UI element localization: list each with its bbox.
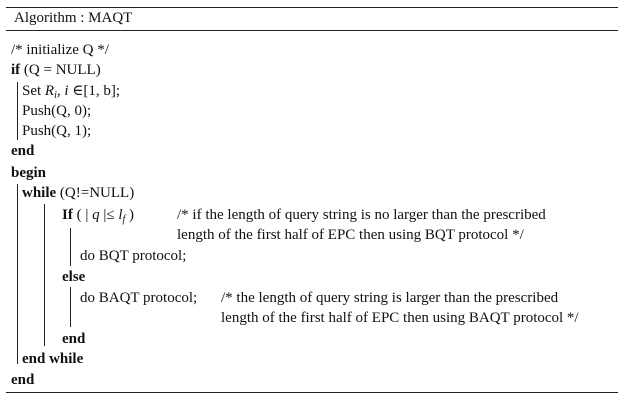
- top-rule: [6, 7, 618, 8]
- while-block-bar: [44, 204, 45, 346]
- end-while-line: end while: [22, 351, 84, 367]
- comment2-line-a: /* the length of query string is larger than the prescribed: [221, 290, 559, 306]
- set-prefix: Set: [22, 83, 45, 99]
- algorithm-title: Algorithm : MAQT: [14, 10, 133, 26]
- init-comment: /* initialize Q */: [11, 42, 109, 58]
- set-range: ∈[1, b];: [68, 83, 121, 99]
- while-condition: (Q!=NULL): [59, 185, 135, 201]
- push1-line: Push(Q, 1);: [22, 123, 92, 139]
- if2-keyword: If: [62, 207, 73, 223]
- comment2-line-b: length of the first half of EPC then using BAQT protocol */: [221, 310, 579, 326]
- if-line: [11, 61, 101, 79]
- set-r: R: [44, 83, 55, 99]
- begin-block-bar: [17, 184, 18, 364]
- set-i: i: [64, 83, 69, 99]
- if2-block-bar: [70, 228, 71, 266]
- end-line: end: [11, 372, 35, 388]
- begin-line: begin: [11, 165, 47, 181]
- if-keyword: if: [11, 62, 21, 78]
- if-condition: (Q = NULL): [23, 62, 101, 78]
- if2-f: f: [122, 214, 126, 225]
- if2-open: ( |: [76, 207, 93, 223]
- set-comma: ,: [56, 83, 65, 99]
- comment1-line-a: /* if the length of query string is no larger than the prescribed: [177, 207, 546, 223]
- while-line: [22, 184, 134, 202]
- while-keyword: while: [22, 185, 57, 201]
- set-r-subscript: i: [54, 90, 57, 101]
- if-block-bar: [17, 82, 18, 140]
- if2-close: ): [125, 207, 135, 223]
- if2-le: |≤: [99, 207, 119, 223]
- if2-q: q: [92, 207, 100, 223]
- push0-line: Push(Q, 0);: [22, 103, 92, 119]
- comment1-line-b: length of the first half of EPC then using BQT protocol */: [177, 227, 524, 243]
- bottom-rule: [6, 392, 618, 393]
- do-bqt-line: do BQT protocol;: [80, 248, 187, 264]
- else-line: else: [62, 269, 86, 285]
- do-baqt-line: do BAQT protocol;: [80, 290, 198, 306]
- if2-line: [62, 206, 134, 229]
- end-if-line: end: [11, 143, 35, 159]
- if2-l: l: [118, 207, 123, 223]
- else-block-bar: [70, 287, 71, 327]
- title-rule: [6, 30, 618, 31]
- end-else-line: end: [62, 331, 86, 347]
